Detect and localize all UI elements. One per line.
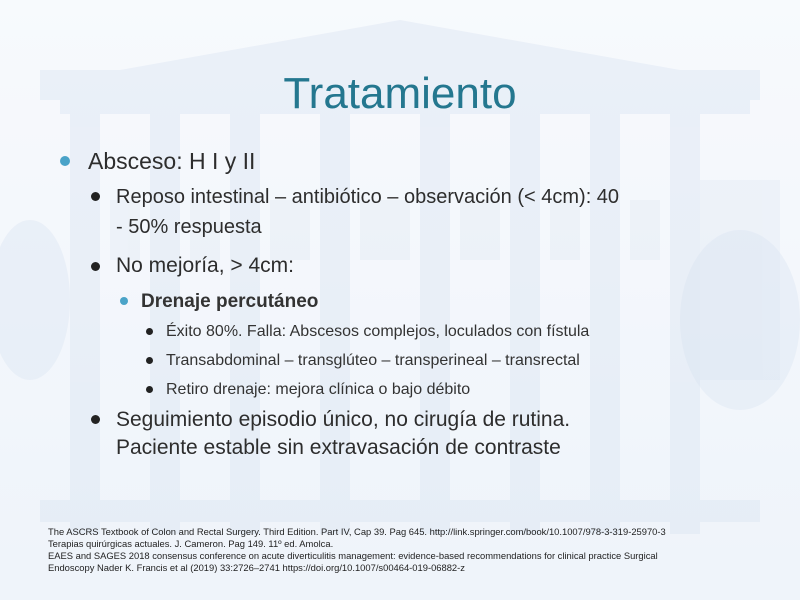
bullet-transabdominal: Transabdominal – transglúteo – transperineal – transrectal <box>166 352 580 369</box>
bullet-exito: Éxito 80%. Falla: Abscesos complejos, loculados con fístula <box>166 323 590 340</box>
bullet-dot-icon <box>146 328 153 335</box>
bullet-dot-icon <box>91 262 100 271</box>
bullet-drenaje: Drenaje percutáneo <box>141 291 319 312</box>
bullet-dot-icon <box>146 357 153 364</box>
bullet-dot-icon <box>91 192 100 201</box>
slide-title: Tratamiento <box>283 69 517 118</box>
bullet-dot-icon <box>60 156 70 166</box>
bullet-retiro: Retiro drenaje: mejora clínica o bajo débito <box>166 381 471 398</box>
bullet-dot-icon <box>120 297 128 305</box>
bullet-reposo-line2: - 50% respuesta <box>116 216 262 238</box>
reference-line: The ASCRS Textbook of Colon and Rectal Surgery. Third Edition. Part IV, Cap 39. Pag 645. http://link.springer.com/book/10.1007/978-3-319-25970-3 <box>48 526 666 537</box>
bullet-seguimiento-line1: Seguimiento episodio único, no cirugía de rutina. <box>116 408 571 431</box>
bullet-absceso: Absceso: H I y II <box>88 148 256 174</box>
bullet-dot-icon <box>146 386 153 393</box>
bullet-reposo-line1: Reposo intestinal – antibiótico – observación (< 4cm): 40 <box>116 186 620 208</box>
bullet-dot-icon <box>91 415 100 424</box>
reference-line: Endoscopy Nader K. Francis et al (2019) 33:2726–2741 https://doi.org/10.1007/s00464-019-06882-z <box>48 562 465 573</box>
bullet-no-mejoria: No mejoría, > 4cm: <box>116 254 294 277</box>
reference-line: EAES and SAGES 2018 consensus conference on acute diverticulitis management: evidence-based recommendations for clinical practice Surgical <box>48 550 658 561</box>
references <box>48 526 768 574</box>
bullet-seguimiento-line2: Paciente estable sin extravasación de contraste <box>116 436 561 459</box>
reference-line: Terapias quirúrgicas actuales. J. Cameron. Pag 149. 11º ed. Amolca. <box>48 538 334 549</box>
